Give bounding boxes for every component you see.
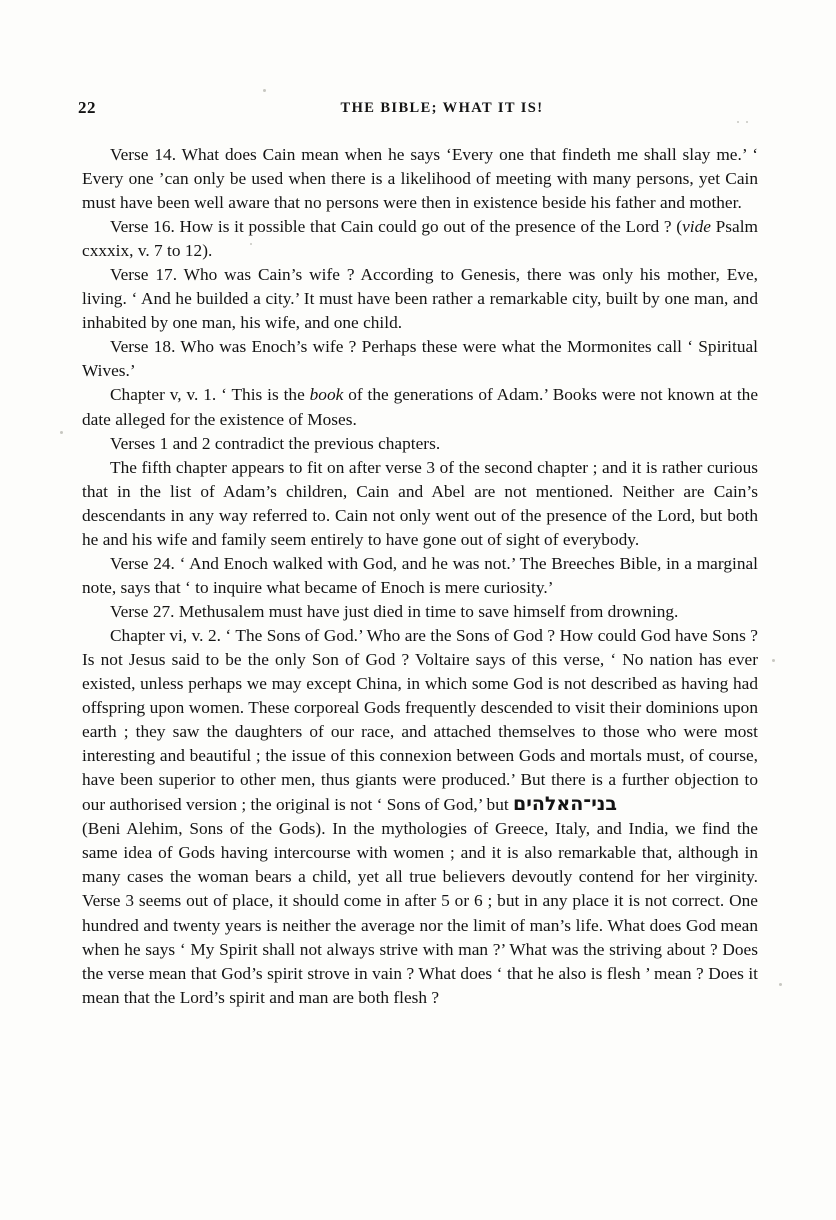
running-title: THE BIBLE; WHAT IT IS! — [340, 100, 544, 116]
paragraph-chapter-vi-2 — [82, 624, 758, 817]
paragraph-chapter-vi-2-continued: (Beni Alehim, Sons of the Gods). In the mythologies of Greece, Italy, and India, we find the same idea of Gods having intercourse with women ; and it is also remarkable that, although in many cases the woman bears a child, yet all true believers devoutly contend for her virginity. Verse 3 seems out of place, it should come in after 5 or 6 ; but in any place it is not correct. One hundred and twenty years is neither the average nor the limit of man’s life. What does God mean when he says ‘ My Spirit shall not always strive with man ?’ What was the striving about ? Does the verse mean that God’s spirit strove in vain ? What does ‘ that he also is flesh ’ mean ? Does it mean that the Lord’s spirit and man are both flesh ? — [82, 819, 758, 1007]
scan-speck — [60, 431, 63, 434]
paragraph-verse-14: Verse 14. What does Cain mean when he says ‘Every one that findeth me shall slay me.’ ‘ Every one ’can only be used when there is a likelihood of meeting with many persons, yet Cain must have been well aware that no persons were then in existence beside his father and mother. — [82, 145, 758, 213]
paragraph-verse-17: Verse 17. Who was Cain’s wife ? According to Genesis, there was only his mother, Eve, living. ‘ And he builded a city.’ It must have been rather a remarkable city, built by one man, and inhabited by one man, his wife, and one child. — [82, 265, 758, 333]
italic-vide: vide — [682, 217, 711, 237]
paragraph-fifth-chapter: The fifth chapter appears to fit on after verse 3 of the second chapter ; and it is rather curious that in the list of Adam’s children, Cain and Abel are not mentioned. Neither are Cain’s descendants in any way referred to. Cain not only went out of the presence of the Lord, but both he and his wife and family seem entirely to have gone out of sight of everybody. — [82, 457, 758, 549]
page-header — [78, 98, 776, 120]
scan-speck — [263, 89, 266, 92]
hebrew-phrase: בני־האלהים — [513, 793, 617, 816]
paragraph-chapter-v-1: Chapter v, v. 1. ‘ This is the book of the generations of Adam.’ Books were not known at the date alleged for the existence of Moses. — [82, 385, 759, 429]
scan-speck — [737, 121, 739, 123]
paragraph-verse-16: Verse 16. How is it possible that Cain could go out of the presence of the Lord ? (vide Psalm cxxxix, v. 7 to 12). — [82, 217, 758, 261]
page-number: 22 — [78, 98, 96, 117]
scan-speck — [779, 983, 782, 986]
scan-speck — [746, 121, 748, 123]
scan-speck — [772, 659, 775, 662]
paragraph-verse-27: Verse 27. Methusalem must have just died in time to save himself from drowning. — [110, 601, 679, 621]
paragraph-verse-18: Verse 18. Who was Enoch’s wife ? Perhaps these were what the Mormonites call ‘ Spiritual Wives.’ — [82, 337, 758, 381]
paragraph-verses-1-2: Verses 1 and 2 contradict the previous chapters. — [110, 433, 441, 453]
body-text — [82, 143, 758, 1010]
paragraph-chapter-vi-2-text: Chapter vi, v. 2. ‘ The Sons of God.’ Who are the Sons of God ? How could God have Sons ? Is not Jesus said to be the only Son of God ? Voltaire says of this verse, ‘ No nation has ever existed, unless perhaps we may except China, in which some God is not described as having had offspring upon women. These corporeal Gods frequently descended to visit their dominions upon earth ; they saw the daughters of our race, and attached themselves to those who were most interesting and beautiful ; the issue of this connexion between Gods and mortals must, of course, have been superior to other men, thus giants were produced.’ But there is a further objection to our authorised version ; the original is not ‘ Sons of God,’ but — [82, 625, 758, 815]
italic-book: book — [309, 385, 344, 405]
paragraph-verse-24: Verse 24. ‘ And Enoch walked with God, and he was not.’ The Breeches Bible, in a marginal note, says that ‘ to inquire what became of Enoch is mere curiosity.’ — [82, 553, 758, 597]
